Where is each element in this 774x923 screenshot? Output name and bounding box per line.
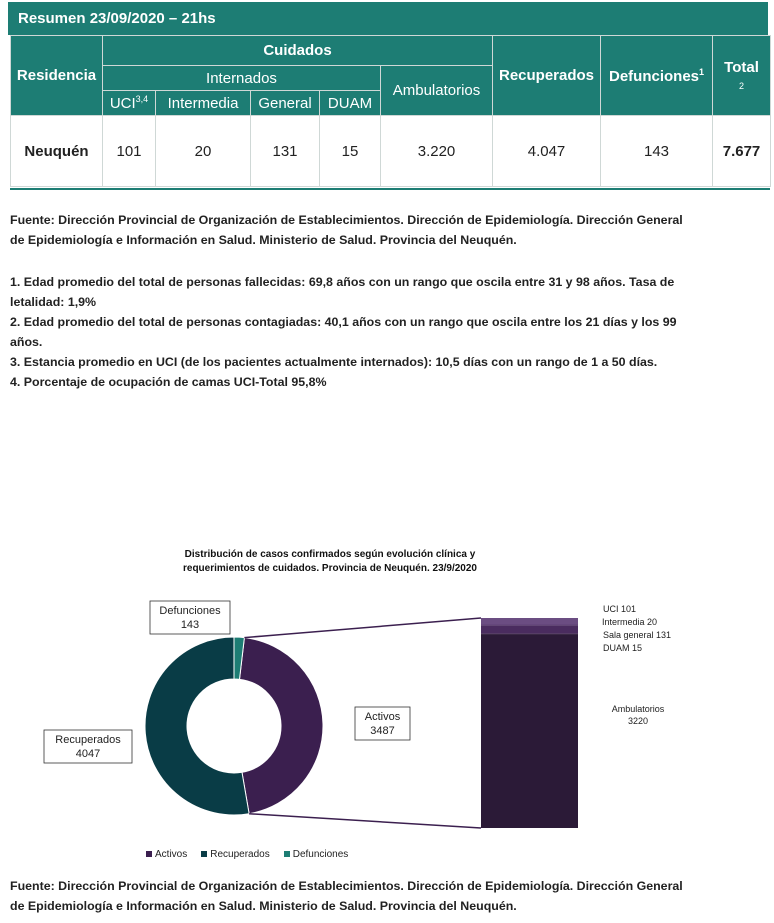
footnote-4: 4. Porcentaje de ocupación de camas UCI-Total 95,8% (10, 375, 327, 389)
callout-recuperados-name: Recuperados (55, 734, 121, 746)
bar-segment-intermedia (481, 624, 578, 625)
callout-activos-value: 3487 (370, 725, 395, 737)
source-note: Fuente: Dirección Provincial de Organización de Establecimientos. Dirección de Epidemiología. Dirección General de Epidemiología e Información en Salud. Ministerio de Salud. Provincia del Neuquén. (10, 213, 683, 247)
footnotes (10, 272, 677, 392)
label-intermedia: Intermedia 20 (602, 617, 658, 627)
callout-recuperados-value: 4047 (75, 748, 101, 760)
col-residencia: Residencia (11, 36, 103, 116)
slice-recuperados (145, 637, 249, 815)
donut-chart (0, 590, 774, 850)
legend-activos: Activos (146, 849, 187, 860)
col-recuperados: Recuperados (493, 36, 601, 116)
cell-general: 131 (251, 116, 320, 187)
chart-title: Distribución de casos confirmados según evolución clínica y requerimientos de cuidados. Provincia de Neuquén. 23/9/2020 (183, 549, 477, 574)
col-cuidados: Cuidados (103, 36, 493, 66)
callout-defunciones-name: Defunciones (159, 605, 221, 617)
footnote-2b: años. (10, 335, 43, 349)
table-row (11, 116, 771, 187)
col-duam: DUAM (320, 91, 381, 116)
source-note-2: Fuente: Dirección Provincial de Organización de Establecimientos. Dirección de Epidemiología. Dirección General de Epidemiología e Información en Salud. Ministerio de Salud. Provincia del Neuquén. (10, 879, 683, 913)
connector-bottom (249, 814, 481, 828)
bar-segment-ambulatorios (481, 634, 578, 828)
cell-total: 7.677 (713, 116, 771, 187)
callout-activos-name: Activos (364, 711, 401, 723)
footnote-1b: letalidad: 1,9% (10, 295, 97, 309)
col-ambulatorios: Ambulatorios (381, 66, 493, 116)
bar-segment-sala-general (481, 625, 578, 633)
legend-recuperados: Recuperados (201, 849, 269, 860)
slice-activos (239, 638, 323, 814)
label-duam: DUAM 15 (603, 643, 643, 653)
footnote-1a: 1. Edad promedio del total de personas fallecidas: 69,8 años con un rango que oscila entre 31 y 98 años. Tasa de (10, 275, 675, 289)
summary-header (8, 2, 768, 35)
cell-defunciones: 143 (601, 116, 713, 187)
col-internados: Internados (103, 66, 381, 91)
footnote-3: 3. Estancia promedio en UCI (de los pacientes actualmente internados): 10,5 días con un rango de 1 a 50 días. (10, 355, 658, 369)
col-total: Total 2 (713, 36, 771, 116)
label-sala-general: Sala general 131 (603, 630, 672, 640)
summary-title: Resumen 23/09/2020 – 21hs (18, 10, 216, 27)
label-ambulatorios: Ambulatorios (611, 704, 665, 714)
cell-ambulatorios: 3.220 (381, 116, 493, 187)
bar-segment-duam (481, 633, 578, 634)
label-uci: UCI 101 (603, 604, 637, 614)
bar-segment-uci (481, 618, 578, 624)
label-ambulatorios-value: 3220 (627, 716, 649, 726)
summary-table (10, 35, 771, 187)
col-general: General (251, 91, 320, 116)
chart-legend (146, 849, 348, 860)
cell-duam: 15 (320, 116, 381, 187)
footnote-2a: 2. Edad promedio del total de personas contagiadas: 40,1 años con un rango que oscila entre los 21 días y los 99 (10, 315, 677, 329)
connector-top (244, 618, 481, 638)
col-uci: UCI$^{3,4}$ (103, 91, 156, 116)
table-bottom-border (10, 188, 770, 190)
cell-residencia: Neuquén (11, 116, 103, 187)
legend-defunciones: Defunciones (284, 849, 349, 860)
callout-defunciones-value: 143 (180, 619, 200, 631)
cell-intermedia: 20 (156, 116, 251, 187)
col-intermedia: Intermedia (156, 91, 251, 116)
cell-uci: 101 (103, 116, 156, 187)
cell-recuperados: 4.047 (493, 116, 601, 187)
col-defunciones: Defunciones$^1$ (601, 36, 713, 116)
